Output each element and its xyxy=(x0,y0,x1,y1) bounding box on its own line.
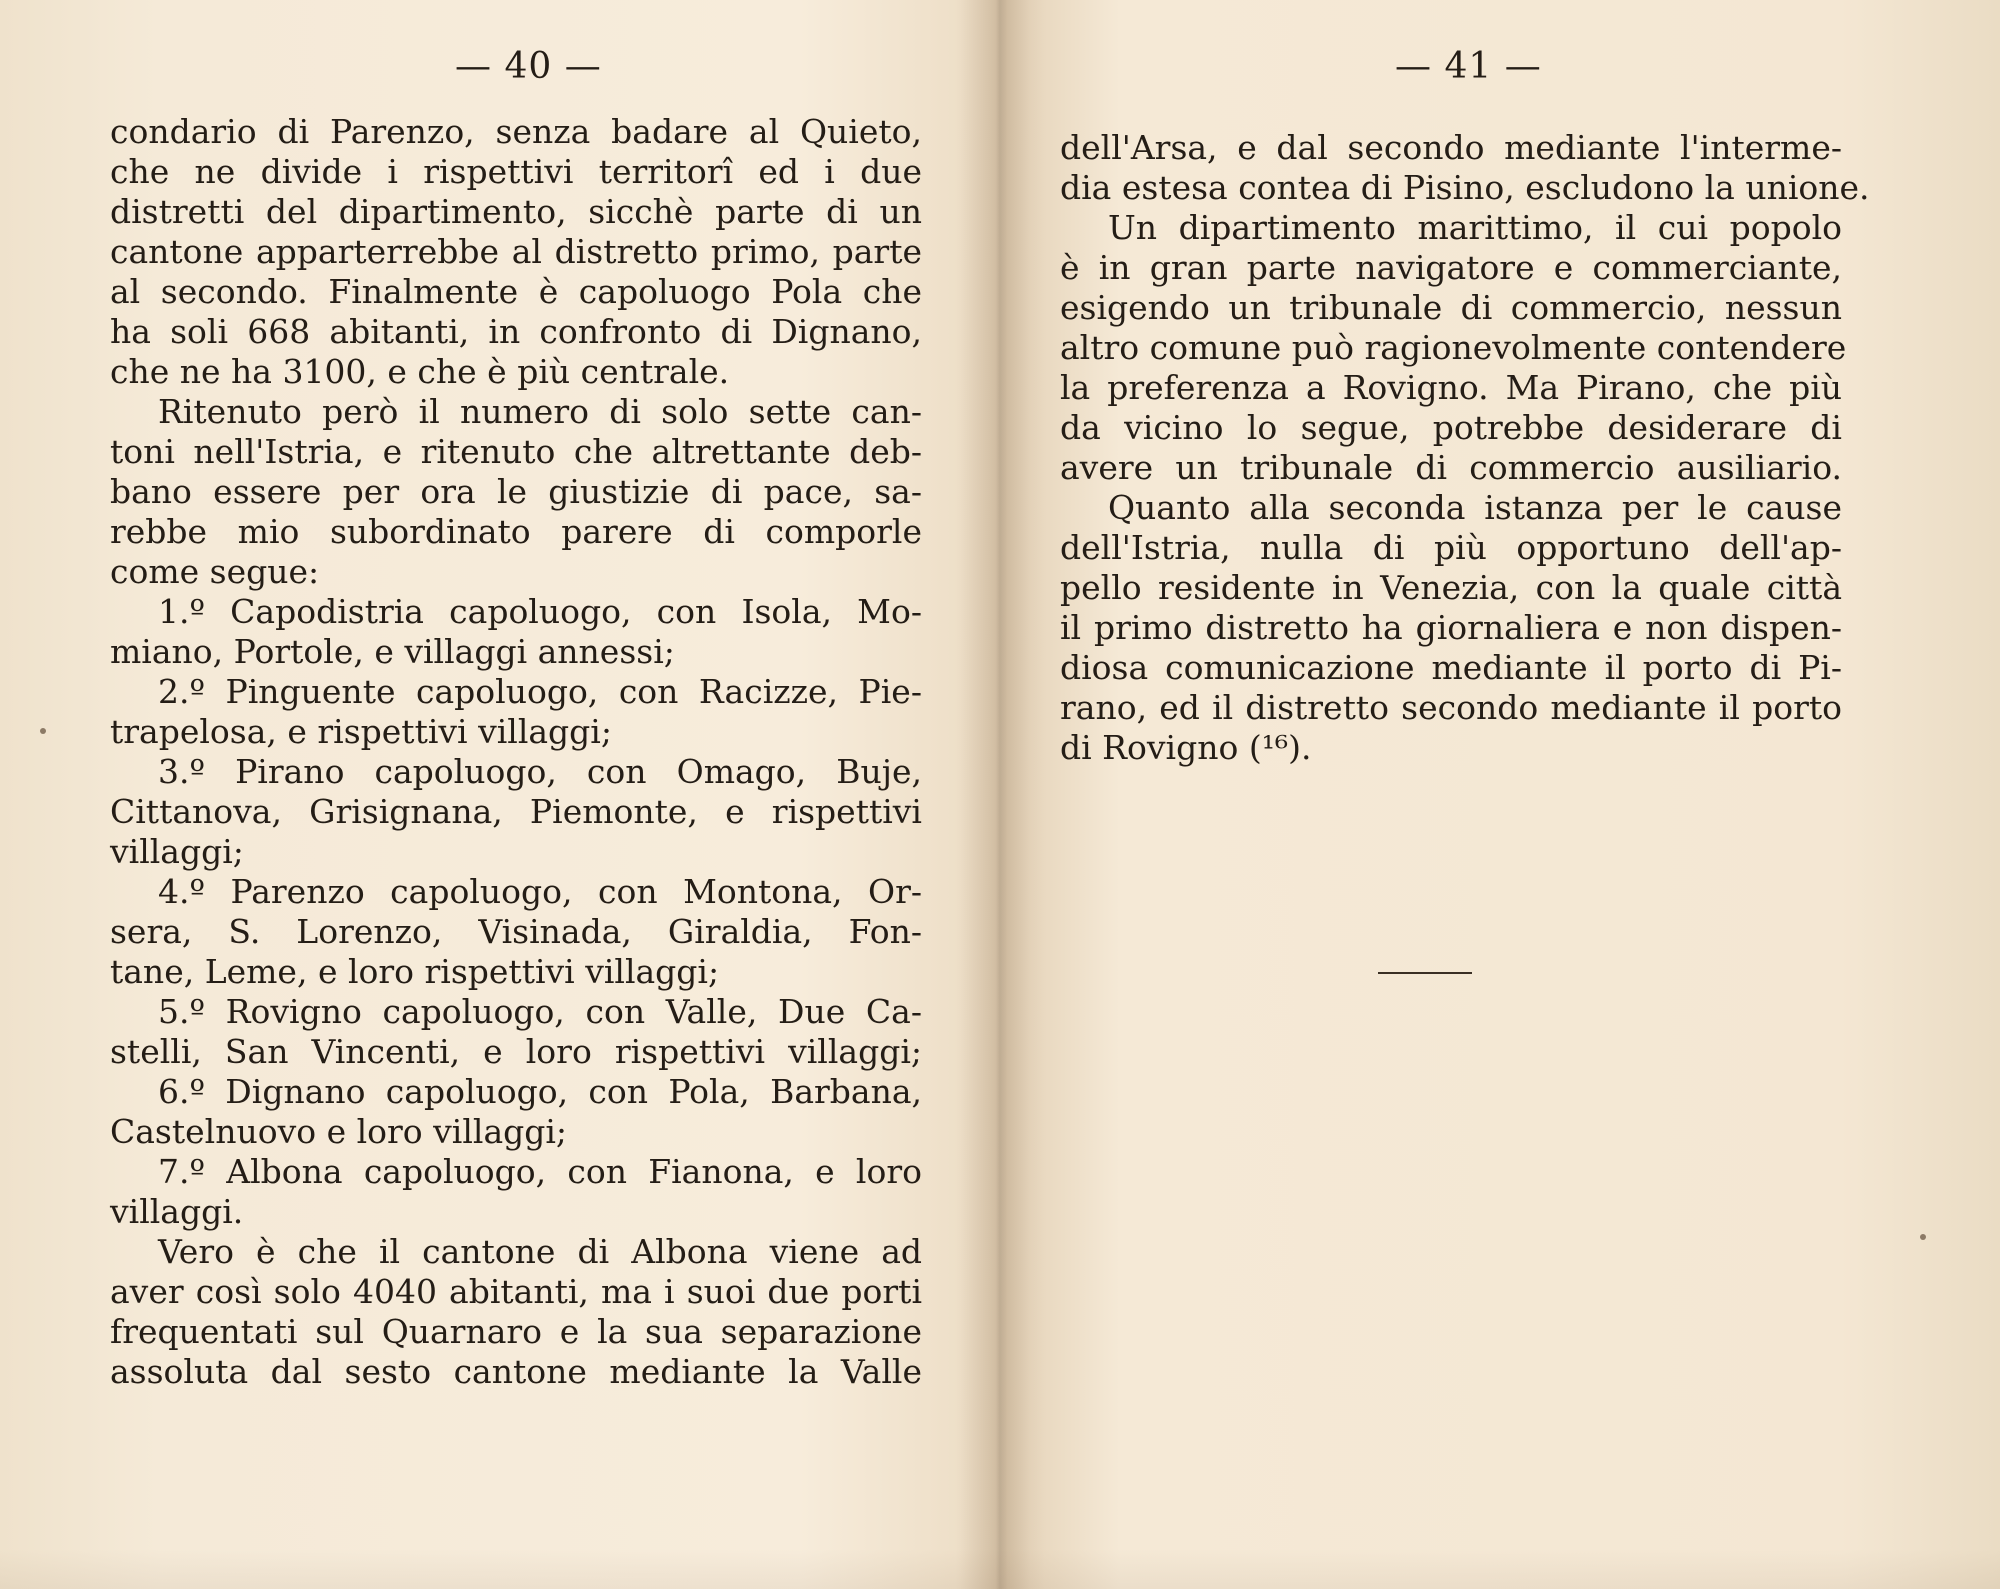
text-line: Ritenuto però il numero di solo sette can- xyxy=(158,392,922,431)
text-line: miano, Portole, e villaggi annessi; xyxy=(110,632,675,671)
text-line: tane, Leme, e loro rispettivi villaggi; xyxy=(110,952,720,991)
text-line: ha soli 668 abitanti, in confronto di Dignano, xyxy=(110,312,922,351)
text-line: assoluta dal sesto cantone mediante la Valle xyxy=(110,1352,922,1391)
text-line: che ne ha 3100, e che è più centrale. xyxy=(110,352,730,391)
bleed-through-text xyxy=(1070,735,1850,1007)
page-bottom-edge xyxy=(0,1549,2000,1589)
text-line: stelli, San Vincenti, e loro rispettivi villaggi; xyxy=(110,1032,922,1071)
section-divider xyxy=(1378,972,1472,974)
text-line: cantone apparterrebbe al distretto primo, parte xyxy=(110,232,922,271)
list-item: 5.º Rovigno capoluogo, con Valle, Due Ca- xyxy=(158,992,922,1031)
text-line: Cittanova, Grisignana, Piemonte, e rispettivi xyxy=(110,792,922,831)
text-line: Quanto alla seconda istanza per le cause xyxy=(1108,488,1842,527)
text-line: Castelnuovo e loro villaggi; xyxy=(110,1112,568,1151)
text-line: come segue: xyxy=(110,552,320,591)
list-item: 7.º Albona capoluogo, con Fianona, e loro xyxy=(158,1152,922,1191)
text-line: Vero è che il cantone di Albona viene ad xyxy=(158,1232,922,1271)
list-item: 4.º Parenzo capoluogo, con Montona, Or- xyxy=(158,872,922,911)
page-number: — 41 — xyxy=(1395,46,1542,87)
text-line: il primo distretto ha giornaliera e non dispen- xyxy=(1060,608,1842,647)
text-line: è in gran parte navigatore e commerciante, xyxy=(1060,248,1842,287)
text-line: sera, S. Lorenzo, Visinada, Giraldia, Fon- xyxy=(110,912,922,951)
text-line: condario di Parenzo, senza badare al Quieto, xyxy=(110,112,922,151)
body-text xyxy=(110,112,922,1392)
text-line: la preferenza a Rovigno. Ma Pirano, che più xyxy=(1060,368,1842,407)
text-line: al secondo. Finalmente è capoluogo Pola che xyxy=(110,272,922,311)
text-line: dell'Istria, nulla di più opportuno dell'ap- xyxy=(1060,528,1842,567)
text-line: diosa comunicazione mediante il porto di Pi- xyxy=(1060,648,1842,687)
text-line: Un dipartimento marittimo, il cui popolo xyxy=(1108,208,1842,247)
list-item: 2.º Pinguente capoluogo, con Racizze, Pie- xyxy=(158,672,922,711)
text-line: trapelosa, e rispettivi villaggi; xyxy=(110,712,612,751)
text-line: dell'Arsa, e dal secondo mediante l'interme- xyxy=(1060,128,1842,167)
text-line: villaggi. xyxy=(110,1192,244,1231)
page-number: — 40 — xyxy=(455,46,602,87)
list-item: 1.º Capodistria capoluogo, con Isola, Mo- xyxy=(158,592,922,631)
body-text xyxy=(1060,128,1870,768)
text-line: toni nell'Istria, e ritenuto che altrettante deb- xyxy=(110,432,922,471)
text-line: altro comune può ragionevolmente contendere xyxy=(1060,328,1847,367)
text-line: distretti del dipartimento, sicchè parte di un xyxy=(110,192,922,231)
text-line: frequentati sul Quarnaro e la sua separazione xyxy=(110,1312,922,1351)
text-line: pello residente in Venezia, con la quale città xyxy=(1060,568,1842,607)
text-line: dia estesa contea di Pisino, escludono la unione. xyxy=(1060,168,1870,207)
paper-speck xyxy=(1920,1234,1926,1240)
text-line: villaggi; xyxy=(110,832,244,871)
text-line: esigendo un tribunale di commercio, nessun xyxy=(1060,288,1842,327)
text-line: di Rovigno (¹⁶). xyxy=(1060,728,1312,767)
text-line: rebbe mio subordinato parere di comporle xyxy=(110,512,922,551)
list-item: 6.º Dignano capoluogo, con Pola, Barbana, xyxy=(158,1072,922,1111)
right-page xyxy=(1000,0,2000,1589)
paper-speck xyxy=(40,728,46,734)
text-line: che ne divide i rispettivi territorî ed i due xyxy=(110,152,922,191)
list-item: 3.º Pirano capoluogo, con Omago, Buje, xyxy=(158,752,922,791)
text-line: aver così solo 4040 abitanti, ma i suoi due porti xyxy=(110,1272,922,1311)
text-line: rano, ed il distretto secondo mediante il porto xyxy=(1060,688,1842,727)
text-line: da vicino lo segue, potrebbe desiderare di xyxy=(1060,408,1842,447)
text-line: bano essere per ora le giustizie di pace, sa- xyxy=(110,472,922,511)
text-line: avere un tribunale di commercio ausiliario. xyxy=(1060,448,1842,487)
